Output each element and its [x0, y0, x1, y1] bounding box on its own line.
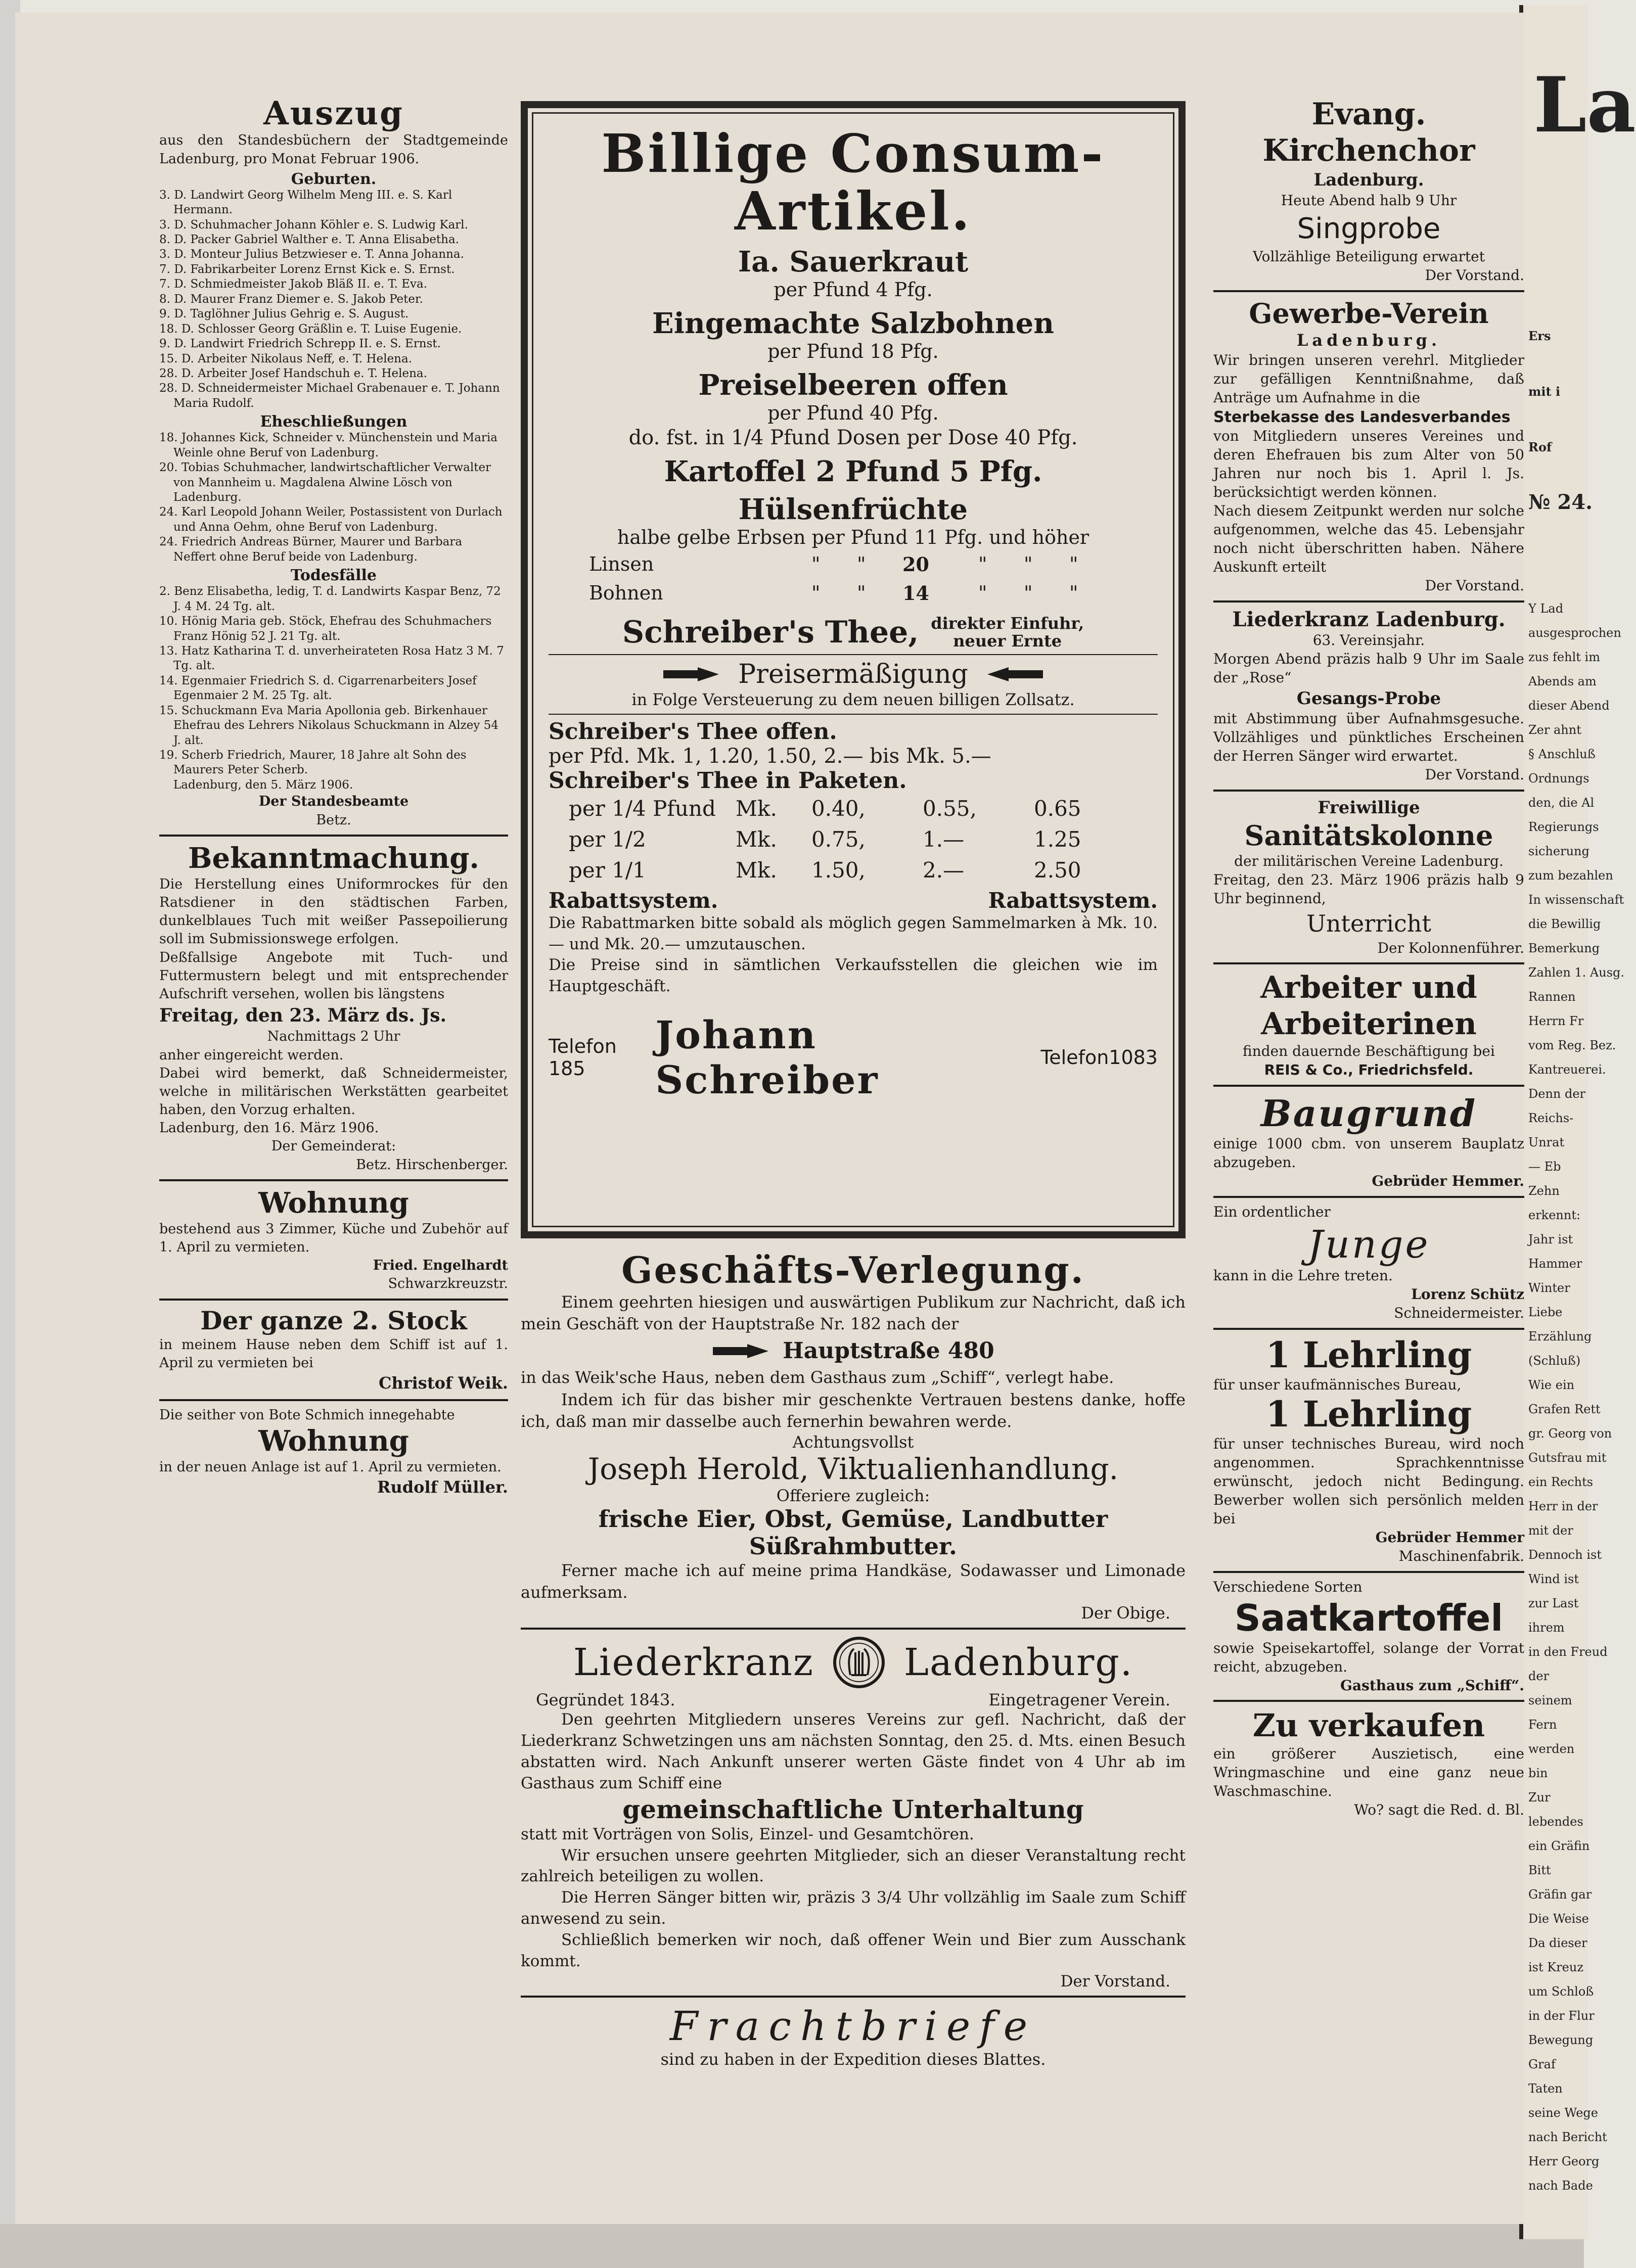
consum-title: Billige Consum-Artikel. — [601, 122, 1105, 243]
thee-title: Schreiber's Thee, — [622, 614, 919, 650]
adjacent-page-fragment: Y Lad — [1528, 601, 1564, 616]
divider — [159, 1399, 508, 1401]
liederkranz-vorstand: Der Vorstand. — [1060, 1972, 1170, 1991]
adjacent-page-fragment: Regierungs — [1528, 820, 1599, 834]
verkaufen-text: ein größerer Auszietisch, eine Wringmaschine und eine ganz neue Waschmaschine. — [1213, 1745, 1524, 1799]
adjacent-page-fragment: Herrn Fr — [1528, 1014, 1584, 1028]
column-left — [159, 96, 508, 1498]
sanitaet-title: Sanitätskolonne — [1244, 819, 1493, 852]
preiselbeeren-price: per Pfund 40 Pfg. — [767, 401, 939, 424]
adjacent-page-fragment: Die Weise — [1528, 1912, 1589, 1926]
record-entry: 14. Egenmaier Friedrich S. d. Cigarrenarbeiters Josef Egenmaier 2 M. 25 Tg. alt. — [159, 674, 477, 703]
adjacent-page-fragment: vom Reg. Bez. — [1528, 1038, 1616, 1052]
eier-line: frische Eier, Obst, Gemüse, Landbutter — [598, 1505, 1108, 1533]
rabatt-row — [549, 888, 1158, 913]
divider — [1213, 1700, 1524, 1702]
adjacent-page-fragment: die Bewillig — [1528, 917, 1601, 931]
liederkranz2-text: Morgen Abend präzis halb 9 Uhr im Saale der „Rose“ — [1213, 650, 1524, 686]
wohnung-title: Wohnung — [258, 1186, 409, 1220]
gewerbe-text: Wir bringen unseren verehrl. Mitglieder zur gefälligen Kenntnißnahme, daß Anträge um Aufnahme in die — [1213, 351, 1524, 406]
preisermaessigung — [549, 659, 1158, 689]
gewerbe-title: Gewerbe-Verein — [1249, 297, 1489, 330]
bohnen-price: 14 — [902, 581, 929, 605]
gewerbe-place: Ladenburg. — [1296, 331, 1441, 350]
adjacent-page-fragment: Jahr ist — [1528, 1232, 1573, 1246]
record-entry: 7. D. Schmiedmeister Jakob Bläß II. e. T. Eva. — [159, 277, 427, 291]
kirchenchor-place: Ladenburg. — [1313, 170, 1424, 190]
adjacent-page-fragment: Grafen Rett — [1528, 1402, 1601, 1416]
kolonnenfuehrer: Der Kolonnenführer. — [1377, 939, 1524, 956]
liederkranz-text: Die Herren Sänger bitten wir, präzis 3 3/4 Uhr vollzählig im Saale zum Schiff anwesend zu sein. — [521, 1888, 1186, 1928]
divider — [159, 835, 508, 837]
dosen-price: do. fst. in 1/4 Pfund Dosen per Dose 40 Pfg. — [628, 426, 1078, 450]
wohnung-text: bestehend aus 3 Zimmer, Küche und Zubehör auf 1. April zu vermieten. — [159, 1221, 508, 1256]
verlegung-text: in das Weik'sche Haus, neben dem Gasthaus zum „Schiff“, verlegt habe. — [521, 1368, 1114, 1387]
rabatt-label: Rabattsystem. — [988, 888, 1158, 913]
paket-price-row — [549, 824, 1158, 855]
adjacent-page-fragment: zur Last — [1528, 1596, 1579, 1610]
adjacent-page-fragment: Da dieser — [1528, 1936, 1587, 1950]
bekanntmachung-place: Ladenburg, den 16. März 1906. — [159, 1120, 379, 1136]
sorten: Verschiedene Sorten — [1213, 1578, 1362, 1595]
record-entry: 28. D. Schneidermeister Michael Grabenauer e. T. Johann Maria Rudolf. — [159, 382, 500, 410]
sauerkraut: Ia. Sauerkraut — [738, 245, 969, 279]
verkaufen-title: Zu verkaufen — [1252, 1707, 1485, 1744]
preisermaessigung-sub: in Folge Versteuerung zu dem neuen billigen Zollsatz. — [631, 690, 1075, 710]
record-entry: 8. D. Maurer Franz Diemer e. S. Jakob Peter. — [159, 292, 423, 306]
auszug-title: Auszug — [263, 95, 404, 132]
bote-text: Die seither von Bote Schmich innegehabte — [159, 1407, 455, 1423]
adjacent-page-fragment: Bemerkung — [1528, 941, 1600, 955]
adjacent-page-fragment: Abends am — [1528, 674, 1597, 688]
adjacent-page-fragment: Bewegung — [1528, 2033, 1594, 2047]
adjacent-page-fragment: Zer ahnt — [1528, 723, 1581, 737]
stock-text: in meinem Hause neben dem Schiff ist auf 1. April zu vermieten bei — [159, 1336, 508, 1371]
adjacent-page-fragment: Winter — [1528, 1281, 1570, 1295]
wohnung2-title: Wohnung — [258, 1424, 409, 1458]
frachtbriefe-title: Frachtbriefe — [669, 2002, 1037, 2050]
adjacent-page-fragment: Bitt — [1528, 1863, 1551, 1877]
adjacent-masthead: La — [1533, 61, 1636, 150]
liederkranz-header — [521, 1635, 1186, 1690]
lyre-emblem-icon — [831, 1635, 887, 1690]
record-entry: 15. Schuckmann Eva Maria Apollonia geb. Birkenhauer Ehefrau des Lehrers Nikolaus Schuckmann in Alzey 54 J. alt. — [159, 704, 498, 747]
geburten-heading: Geburten. — [291, 170, 377, 188]
arbeiter-text: finden dauernde Beschäftigung bei — [1243, 1043, 1495, 1060]
adjacent-page — [1519, 5, 1636, 2239]
maschinenfabrik: Maschinenfabrik. — [1398, 1547, 1524, 1564]
saatkartoffel-text: sowie Speisekartoffel, solange der Vorrat reicht, abzugeben. — [1213, 1639, 1524, 1675]
unterricht: Unterricht — [1306, 909, 1431, 937]
ditto-mark: " — [857, 581, 866, 604]
reis-company: REIS & Co., Friedrichsfeld. — [1264, 1061, 1474, 1079]
junge-text: kann in die Lehre treten. — [1213, 1267, 1393, 1284]
preiselbeeren: Preiselbeeren offen — [698, 368, 1008, 402]
divider — [1213, 790, 1524, 792]
bekanntmachung-signature-names: Betz. Hirschenberger. — [356, 1156, 508, 1173]
paket-price-cell: 0.75, — [811, 827, 866, 852]
bekanntmachung-time: Nachmittags 2 Uhr — [267, 1029, 400, 1045]
record-entry: 19. Scherb Friedrich, Maurer, 18 Jahre alt Sohn des Maurers Peter Scherb. — [159, 749, 467, 777]
adjacent-page-fragment: erkennt: — [1528, 1208, 1581, 1222]
liederkranz-text: statt mit Vorträgen von Solis, Einzel- und Gesamtchören. — [521, 1825, 974, 1843]
record-entry: 24. Friedrich Andreas Bürner, Maurer und Barbara Neffert ohne Beruf beide von Ladenburg. — [159, 535, 463, 564]
bekanntmachung-text: Dabei wird bemerkt, daß Schneidermeister, welche in militärischen Werkstätten gearbeitet haben, den Vorzug erhalten. — [159, 1065, 508, 1118]
ditto-mark: " — [811, 581, 821, 604]
verlegung-address-text: Hauptstraße 480 — [783, 1338, 994, 1364]
wohnung-street: Schwarzkreuzstr. — [388, 1276, 508, 1292]
schiff-gasthaus: Gasthaus zum „Schiff“. — [1340, 1677, 1524, 1694]
offeriere: Offeriere zugleich: — [776, 1486, 930, 1505]
divider — [1213, 1085, 1524, 1087]
sanitaet-sub: der militärischen Vereine Ladenburg. — [1234, 852, 1504, 869]
liederkranz-title: Liederkranz — [573, 1641, 814, 1685]
adjacent-page-fragment: nach Bade — [1528, 2179, 1593, 2193]
gesangsprobe: Gesangs-Probe — [1296, 688, 1441, 709]
liederkranz-verein: Eingetragener Verein. — [988, 1690, 1170, 1710]
adjacent-page-fragment: ein Rechts — [1528, 1475, 1594, 1489]
scan-margin-bottom — [0, 2224, 1584, 2268]
bohnen-row — [549, 579, 1158, 608]
adjacent-page-fragment: In wissenschaft — [1528, 893, 1624, 907]
ditto-mark: " — [1024, 581, 1033, 604]
verlegung-text: Einem geehrten hiesigen und auswärtigen Publikum zur Nachricht, daß ich mein Geschäft von der Hauptstraße Nr. 182 nach der — [521, 1292, 1186, 1334]
adjacent-page-fragment: ein Gräfin — [1528, 1839, 1590, 1853]
adjacent-page-fragment: seinem — [1528, 1693, 1572, 1707]
geburten-list — [159, 188, 508, 411]
adjacent-page-fragment: Wie ein — [1528, 1378, 1575, 1392]
schneidermeister: Schneidermeister. — [1394, 1305, 1524, 1322]
bekanntmachung-text: anher eingereicht werden. — [159, 1047, 344, 1063]
paket-price-cell: per 1/4 Pfund — [569, 796, 716, 821]
liederkranz-founded: Gegründet 1843. — [536, 1690, 675, 1710]
adjacent-page-fragment: den, die Al — [1528, 796, 1595, 810]
adjacent-page-fragment: um Schloß — [1528, 1984, 1594, 1999]
paket-price-cell: Mk. — [736, 857, 777, 883]
record-entry: 18. Johannes Kick, Schneider v. Münchenstein und Maria Weinle ohne Beruf von Ladenburg. — [159, 431, 497, 459]
verlegung-title: Geschäfts-Verlegung. — [621, 1248, 1085, 1291]
bekanntmachung-signature: Der Gemeinderat: — [271, 1138, 396, 1154]
liederkranz2-vorstand: Der Vorstand. — [1425, 766, 1524, 783]
adjacent-page-fragment: (Schluß) — [1528, 1354, 1581, 1368]
adjacent-page-fragment: Wind ist — [1528, 1572, 1579, 1586]
adjacent-page-fragment: der — [1528, 1669, 1550, 1683]
adjacent-page-fragment: in der Flur — [1528, 2009, 1595, 2023]
pointing-hand-left-icon — [983, 665, 1044, 683]
baugrund-text: einige 1000 cbm. von unserem Bauplatz abzugeben. — [1213, 1135, 1524, 1171]
rabatt-label: Rabattsystem. — [549, 888, 718, 913]
arbeiter-title: Arbeiter und — [1260, 970, 1477, 1006]
adjacent-page-fragment: Kantreuerei. — [1528, 1062, 1606, 1077]
adjacent-page-fragment: Zahlen 1. Ausg. — [1528, 965, 1625, 980]
paket-price-cell: 1.25 — [1034, 827, 1081, 852]
adjacent-page-fragment: Rof — [1528, 440, 1552, 454]
sterbekasse: Sterbekasse des Landesverbandes — [1213, 408, 1511, 426]
adjacent-page-fragment: zum bezahlen — [1528, 868, 1613, 883]
salzbohnen-price: per Pfund 18 Pfg. — [767, 340, 939, 363]
adjacent-page-fragment: Fern — [1528, 1718, 1557, 1732]
paket-price-cell: Mk. — [736, 796, 777, 821]
adjacent-page-fragment: sicherung — [1528, 844, 1589, 858]
auszug-date: Ladenburg, den 5. März 1906. — [173, 778, 353, 792]
adjacent-page-fragment: dieser Abend — [1528, 699, 1610, 713]
telefon-number: Telefon 185 — [549, 1035, 617, 1080]
adjacent-page-fragment: Herr Georg — [1528, 2154, 1600, 2168]
adjacent-page-fragment: werden — [1528, 1742, 1575, 1756]
divider — [1213, 962, 1524, 964]
liederkranz-text: Wir ersuchen unsere geehrten Mitglieder, sich an dieser Veranstaltung recht zahlreich beteiligen zu wollen. — [521, 1846, 1186, 1886]
wo-redaktion: Wo? sagt die Red. d. Bl. — [1354, 1801, 1524, 1818]
paket-price-cell: 0.40, — [811, 796, 866, 821]
adjacent-page-fragment: nach Bericht — [1528, 2130, 1607, 2144]
adjacent-page-fragment: Denn der — [1528, 1087, 1586, 1101]
kirchenchor-vorstand: Der Vorstand. — [1425, 266, 1524, 284]
column-middle — [521, 101, 1186, 2069]
adjacent-page-fragment: Zehn — [1528, 1184, 1560, 1198]
record-entry: 9. D. Taglöhner Julius Gehrig e. S. August. — [159, 307, 409, 321]
firm-name: Johann Schreiber — [655, 1012, 879, 1103]
divider — [1213, 1571, 1524, 1573]
ferner-text: Ferner mache ich auf meine prima Handkäse, Sodawasser und Limonade aufmerksam. — [521, 1560, 1186, 1602]
gewerbe-text: Nach diesem Zeitpunkt werden nur solche aufgenommen, welche das 45. Lebensjahr noch nicht überschritten haben. Nähere Auskunft erteilt — [1213, 502, 1524, 575]
wohnung2-text: in der neuen Anlage ist auf 1. April zu vermieten. — [159, 1459, 502, 1475]
arbeiter-title: Arbeiterinen — [1261, 1006, 1477, 1042]
adjacent-page-fragment: Gutsfrau mit — [1528, 1451, 1607, 1465]
stock-name: Christof Weik. — [379, 1373, 508, 1393]
adjacent-page-fragment: Liebe — [1528, 1305, 1563, 1319]
record-entry: 3. D. Landwirt Georg Wilhelm Meng III. e. S. Karl Hermann. — [159, 188, 452, 217]
thee-heading — [549, 615, 1158, 650]
record-entry: 24. Karl Leopold Johann Weiler, Postassistent von Durlach und Anna Oehm, ohne Beruf von Ladenburg. — [159, 505, 503, 534]
adjacent-page-fragment: bin — [1528, 1766, 1548, 1780]
obige: Der Obige. — [1081, 1603, 1170, 1623]
liederkranz2-text: mit Abstimmung über Aufnahmsgesuche. Vollzähliges und pünktliches Erscheinen der Herren Sänger wird erwartet. — [1213, 710, 1524, 765]
freiwillige: Freiwillige — [1317, 798, 1420, 818]
column-right — [1213, 96, 1524, 1820]
divider — [549, 654, 1158, 655]
paket-price-cell: per 1/2 — [569, 827, 646, 852]
pointing-hand-right-icon — [712, 1342, 772, 1360]
stock-title: Der ganze 2. Stock — [200, 1305, 467, 1335]
adjacent-page-fragment: Zur — [1528, 1790, 1551, 1804]
tod-list — [159, 584, 508, 778]
thee-offen: Schreiber's Thee offen. — [549, 719, 837, 745]
record-entry: 10. Hönig Maria geb. Stöck, Ehefrau des Schuhmachers Franz Hönig 52 J. 21 Tg. alt. — [159, 615, 492, 643]
paket-price-cell: 1.50, — [811, 857, 866, 883]
adjacent-page-fragment: Rannen — [1528, 990, 1576, 1004]
adjacent-page-fragment: Erzählung — [1528, 1329, 1592, 1344]
liederkranz-place: Ladenburg. — [903, 1641, 1133, 1685]
lehrling-title: 1 Lehrling — [1265, 1334, 1472, 1376]
ditto-mark: " — [978, 581, 987, 604]
kartoffel: Kartoffel 2 Pfund 5 Pfg. — [664, 455, 1042, 489]
adjacent-page-fragment: mit i — [1528, 384, 1561, 399]
ditto-mark: " — [1024, 552, 1033, 575]
preise-text: Die Preise sind in sämtlichen Verkaufsstellen die gleichen wie im Hauptgeschäft. — [549, 956, 1158, 996]
paket-price-cell: 1.— — [923, 827, 965, 852]
record-entry: 3. D. Schuhmacher Johann Köhler e. S. Ludwig Karl. — [159, 218, 468, 232]
liederkranz-event: gemeinschaftliche Unterhaltung — [622, 1794, 1084, 1824]
ehe-heading: Eheschließungen — [260, 413, 407, 431]
record-entry: 15. D. Arbeiter Nikolaus Neff, e. T. Helena. — [159, 352, 413, 365]
divider — [549, 714, 1158, 715]
record-entry: 8. D. Packer Gabriel Walther e. T. Anna Elisabetha. — [159, 233, 460, 247]
newspaper-page — [15, 13, 1524, 2224]
adjacent-page-fragment: lebendes — [1528, 1815, 1583, 1829]
wohnung2-name: Rudolf Müller. — [377, 1477, 508, 1497]
adjacent-page-fragment: — Eb — [1528, 1160, 1561, 1174]
adjacent-page-fragment: Gräfin gar — [1528, 1887, 1592, 1902]
salzbohnen: Eingemachte Salzbohnen — [652, 306, 1054, 340]
divider — [1213, 1196, 1524, 1198]
gewerbe-vorstand: Der Vorstand. — [1425, 577, 1524, 594]
ditto-mark: " — [1069, 581, 1078, 604]
record-entry: 13. Hatz Katharina T. d. unverheirateten Rosa Hatz 3 M. 7 Tg. alt. — [159, 644, 504, 673]
adjacent-page-fragment: zus fehlt im — [1528, 650, 1600, 664]
adjacent-page-fragment: in den Freud — [1528, 1645, 1608, 1659]
junge-title: Junge — [1307, 1222, 1430, 1267]
standesbeamte: Der Standesbeamte — [258, 794, 409, 810]
bohnen-label: Bohnen — [589, 581, 663, 604]
baugrund-title: Baugrund — [1260, 1092, 1477, 1135]
divider — [1213, 600, 1524, 603]
adjacent-page-fragment: Herr in der — [1528, 1499, 1598, 1513]
telefon-number: Telefon1083 — [1040, 1046, 1158, 1069]
adjacent-page-fragment: mit der — [1528, 1523, 1573, 1538]
divider — [159, 1179, 508, 1181]
paket-price-table — [549, 794, 1158, 886]
adjacent-page-fragment: Ordnungs — [1528, 771, 1589, 785]
divider — [1213, 1328, 1524, 1330]
record-entry: 18. D. Schlosser Georg Gräßlin e. T. Luise Eugenie. — [159, 322, 462, 336]
record-entry: 7. D. Fabrikarbeiter Lorenz Ernst Kick e. S. Ernst. — [159, 262, 455, 276]
achtungsvollst: Achtungsvollst — [792, 1432, 914, 1452]
bekanntmachung-title: Bekanntmachung. — [188, 841, 479, 875]
paket-price-cell: 2.— — [923, 857, 965, 883]
thee-subtitle: direkter Einfuhr, — [931, 613, 1084, 633]
bekanntmachung-date: Freitag, den 23. März ds. Js. — [159, 1005, 447, 1027]
record-entry: 2. Benz Elisabetha, ledig, T. d. Landwirts Kaspar Benz, 72 J. 4 M. 24 Tg. alt. — [159, 585, 501, 613]
preisermaessigung-title: Preisermäßigung — [738, 659, 968, 690]
adjacent-page-fragment: § Anschluß — [1528, 747, 1596, 761]
kirchenchor-title: Evang. Kirchenchor — [1262, 97, 1475, 168]
schuetz-name: Lorenz Schütz — [1411, 1286, 1524, 1303]
standesbeamte-signature: Betz. — [316, 812, 351, 828]
paket-price-cell: 0.65 — [1034, 796, 1081, 821]
record-entry: 3. D. Monteur Julius Betzwieser e. T. Anna Johanna. — [159, 248, 464, 261]
record-entry: 9. D. Landwirt Friedrich Schrepp II. e. S. Ernst. — [159, 337, 441, 351]
ditto-mark: " — [978, 552, 987, 575]
paket-price-cell: 2.50 — [1034, 857, 1081, 883]
gewerbe-text: von Mitgliedern unseres Vereines und deren Ehefrauen bis zum Alter von 50 Jahren nur noch bis 1. April l. Js. berücksichtigt werden können. — [1213, 428, 1524, 500]
adjacent-page-fragment: Dennoch ist — [1528, 1548, 1602, 1562]
bekanntmachung-text: Deßfallsige Angebote mit Tuch- und Futtermustern belegt und mit entsprechender Aufschrift versehen, wollen bis längstens — [159, 949, 508, 1002]
paket-price-cell: per 1/1 — [569, 857, 646, 883]
tod-heading: Todesfälle — [290, 567, 377, 585]
lehrling-text: für unser technisches Bureau, wird noch angenommen. Sprachkenntnisse erwünscht, jedoch nicht Bedingung. Bewerber wollen sich persönlich melden bei — [1213, 1435, 1524, 1527]
paket-price-cell: 0.55, — [923, 796, 977, 821]
divider — [521, 1996, 1186, 1998]
ditto-mark: " — [811, 552, 821, 575]
thee-offen-prices: per Pfd. Mk. 1, 1.20, 1.50, 2.— bis Mk. 5.— — [549, 745, 991, 768]
linsen-price: 20 — [902, 552, 929, 576]
kirchenchor-time: Heute Abend halb 9 Uhr — [1281, 192, 1457, 209]
auszug-intro: aus den Standesbüchern der Stadtgemeinde Ladenburg, pro Monat Februar 1906. — [159, 132, 508, 167]
paket-price-cell: Mk. — [736, 827, 777, 852]
consum-artikel-ad — [521, 101, 1186, 1238]
suessrahm: Süßrahmbutter. — [749, 1532, 958, 1560]
adjacent-page-fragment: Hammer — [1528, 1257, 1582, 1271]
huelsenfruechte: Hülsenfrüchte — [738, 492, 968, 526]
herold-name: Joseph Herold, Viktualienhandlung. — [587, 1451, 1119, 1486]
liederkranz-text: Den geehrten Mitgliedern unseres Vereins zur gefl. Nachricht, daß der Liederkranz Schwetzingen uns am nächsten Sonntag, den 25. d. Mts. einen Besuch abstatten wird. Nach Ankunft unserer werten Gäste findet von 4 Uhr ab im Gasthaus zum Schiff eine — [521, 1710, 1186, 1792]
adjacent-page-fragment: ausgesprochen — [1528, 626, 1621, 640]
linsen-label: Linsen — [589, 552, 654, 575]
liederkranz-subheader — [521, 1690, 1186, 1709]
hemmer-signature: Gebrüder Hemmer. — [1372, 1173, 1524, 1190]
sanitaet-text: Freitag, den 23. März 1906 präzis halb 9 Uhr beginnend, — [1213, 871, 1524, 907]
verlegung-text: Indem ich für das bisher mir geschenkte Vertrauen bestens danke, hoffe ich, daß man mir dasselbe auch fernerhin bewahren werde. — [521, 1390, 1186, 1431]
schreiber-footer — [549, 1012, 1158, 1102]
ditto-mark: " — [857, 552, 866, 575]
pointing-hand-right-icon — [662, 665, 723, 683]
wohnung-name: Fried. Engelhardt — [373, 1258, 508, 1274]
divider — [159, 1299, 508, 1301]
liederkranz2-title: Liederkranz Ladenburg. — [1232, 607, 1506, 631]
adjacent-page-fragment: ist Kreuz — [1528, 1960, 1583, 1974]
record-entry: 28. D. Arbeiter Josef Handschuh e. T. Helena. — [159, 366, 427, 380]
adjacent-page-fragment: gr. Georg von — [1528, 1426, 1612, 1441]
lehrling-title: 1 Lehrling — [1265, 1393, 1472, 1436]
saatkartoffel-title: Saatkartoffel — [1234, 1596, 1504, 1639]
adjacent-page-fragment: ihrem — [1528, 1621, 1565, 1635]
liederkranz2-year: 63. Vereinsjahr. — [1312, 631, 1425, 649]
erbsen-price: halbe gelbe Erbsen per Pfund 11 Pfg. und höher — [617, 526, 1089, 549]
bekanntmachung-text: Die Herstellung eines Uniformrockes für den Ratsdiener in den städtischen Farben, dunkelblaues Tuch mit weißer Passepoilierung soll im Submissionswege erfolgen. — [159, 876, 508, 947]
adjacent-page-fragment: Graf — [1528, 2057, 1556, 2071]
record-entry: 20. Tobias Schuhmacher, landwirtschaftlicher Verwalter von Mannheim u. Magdalena Alwine Lösch von Ladenburg. — [159, 461, 491, 504]
ditto-mark: " — [1069, 552, 1078, 575]
ehe-list — [159, 431, 508, 565]
adjacent-page-fragment: Reichs- — [1528, 1111, 1574, 1125]
adjacent-page-fragment: № 24. — [1528, 490, 1593, 514]
lehrling-text: für unser kaufmännisches Bureau, — [1213, 1376, 1462, 1393]
frachtbriefe-text: sind zu haben in der Expedition dieses Blattes. — [660, 2049, 1046, 2069]
adjacent-page-fragment: seine Wege — [1528, 2106, 1598, 2120]
paket-price-row — [549, 855, 1158, 886]
ordentlicher: Ein ordentlicher — [1213, 1204, 1331, 1221]
adjacent-page-fragment: Taten — [1528, 2081, 1563, 2096]
adjacent-page-fragment: Ers — [1528, 329, 1551, 343]
sauerkraut-price: per Pfund 4 Pfg. — [774, 279, 933, 301]
divider — [1213, 290, 1524, 292]
verlegung-address — [521, 1338, 1186, 1364]
linsen-row — [549, 550, 1158, 579]
adjacent-page-fragment: Unrat — [1528, 1135, 1565, 1149]
liederkranz-text: Schließlich bemerken wir noch, daß offener Wein und Bier zum Ausschank kommt. — [521, 1930, 1186, 1970]
divider — [521, 1628, 1186, 1630]
paket-price-row — [549, 794, 1158, 824]
hemmer-signature: Gebrüder Hemmer — [1375, 1529, 1524, 1546]
rabatt-text: Die Rabattmarken bitte sobald als möglich gegen Sammelmarken à Mk. 10.— und Mk. 20.— umzutauschen. — [549, 913, 1158, 953]
thee-paketen: Schreiber's Thee in Paketen. — [549, 768, 907, 794]
singprobe: Singprobe — [1297, 212, 1441, 245]
kirchenchor-text: Vollzählige Beteiligung erwartet — [1253, 248, 1485, 265]
thee-subtitle: neuer Ernte — [953, 631, 1062, 651]
